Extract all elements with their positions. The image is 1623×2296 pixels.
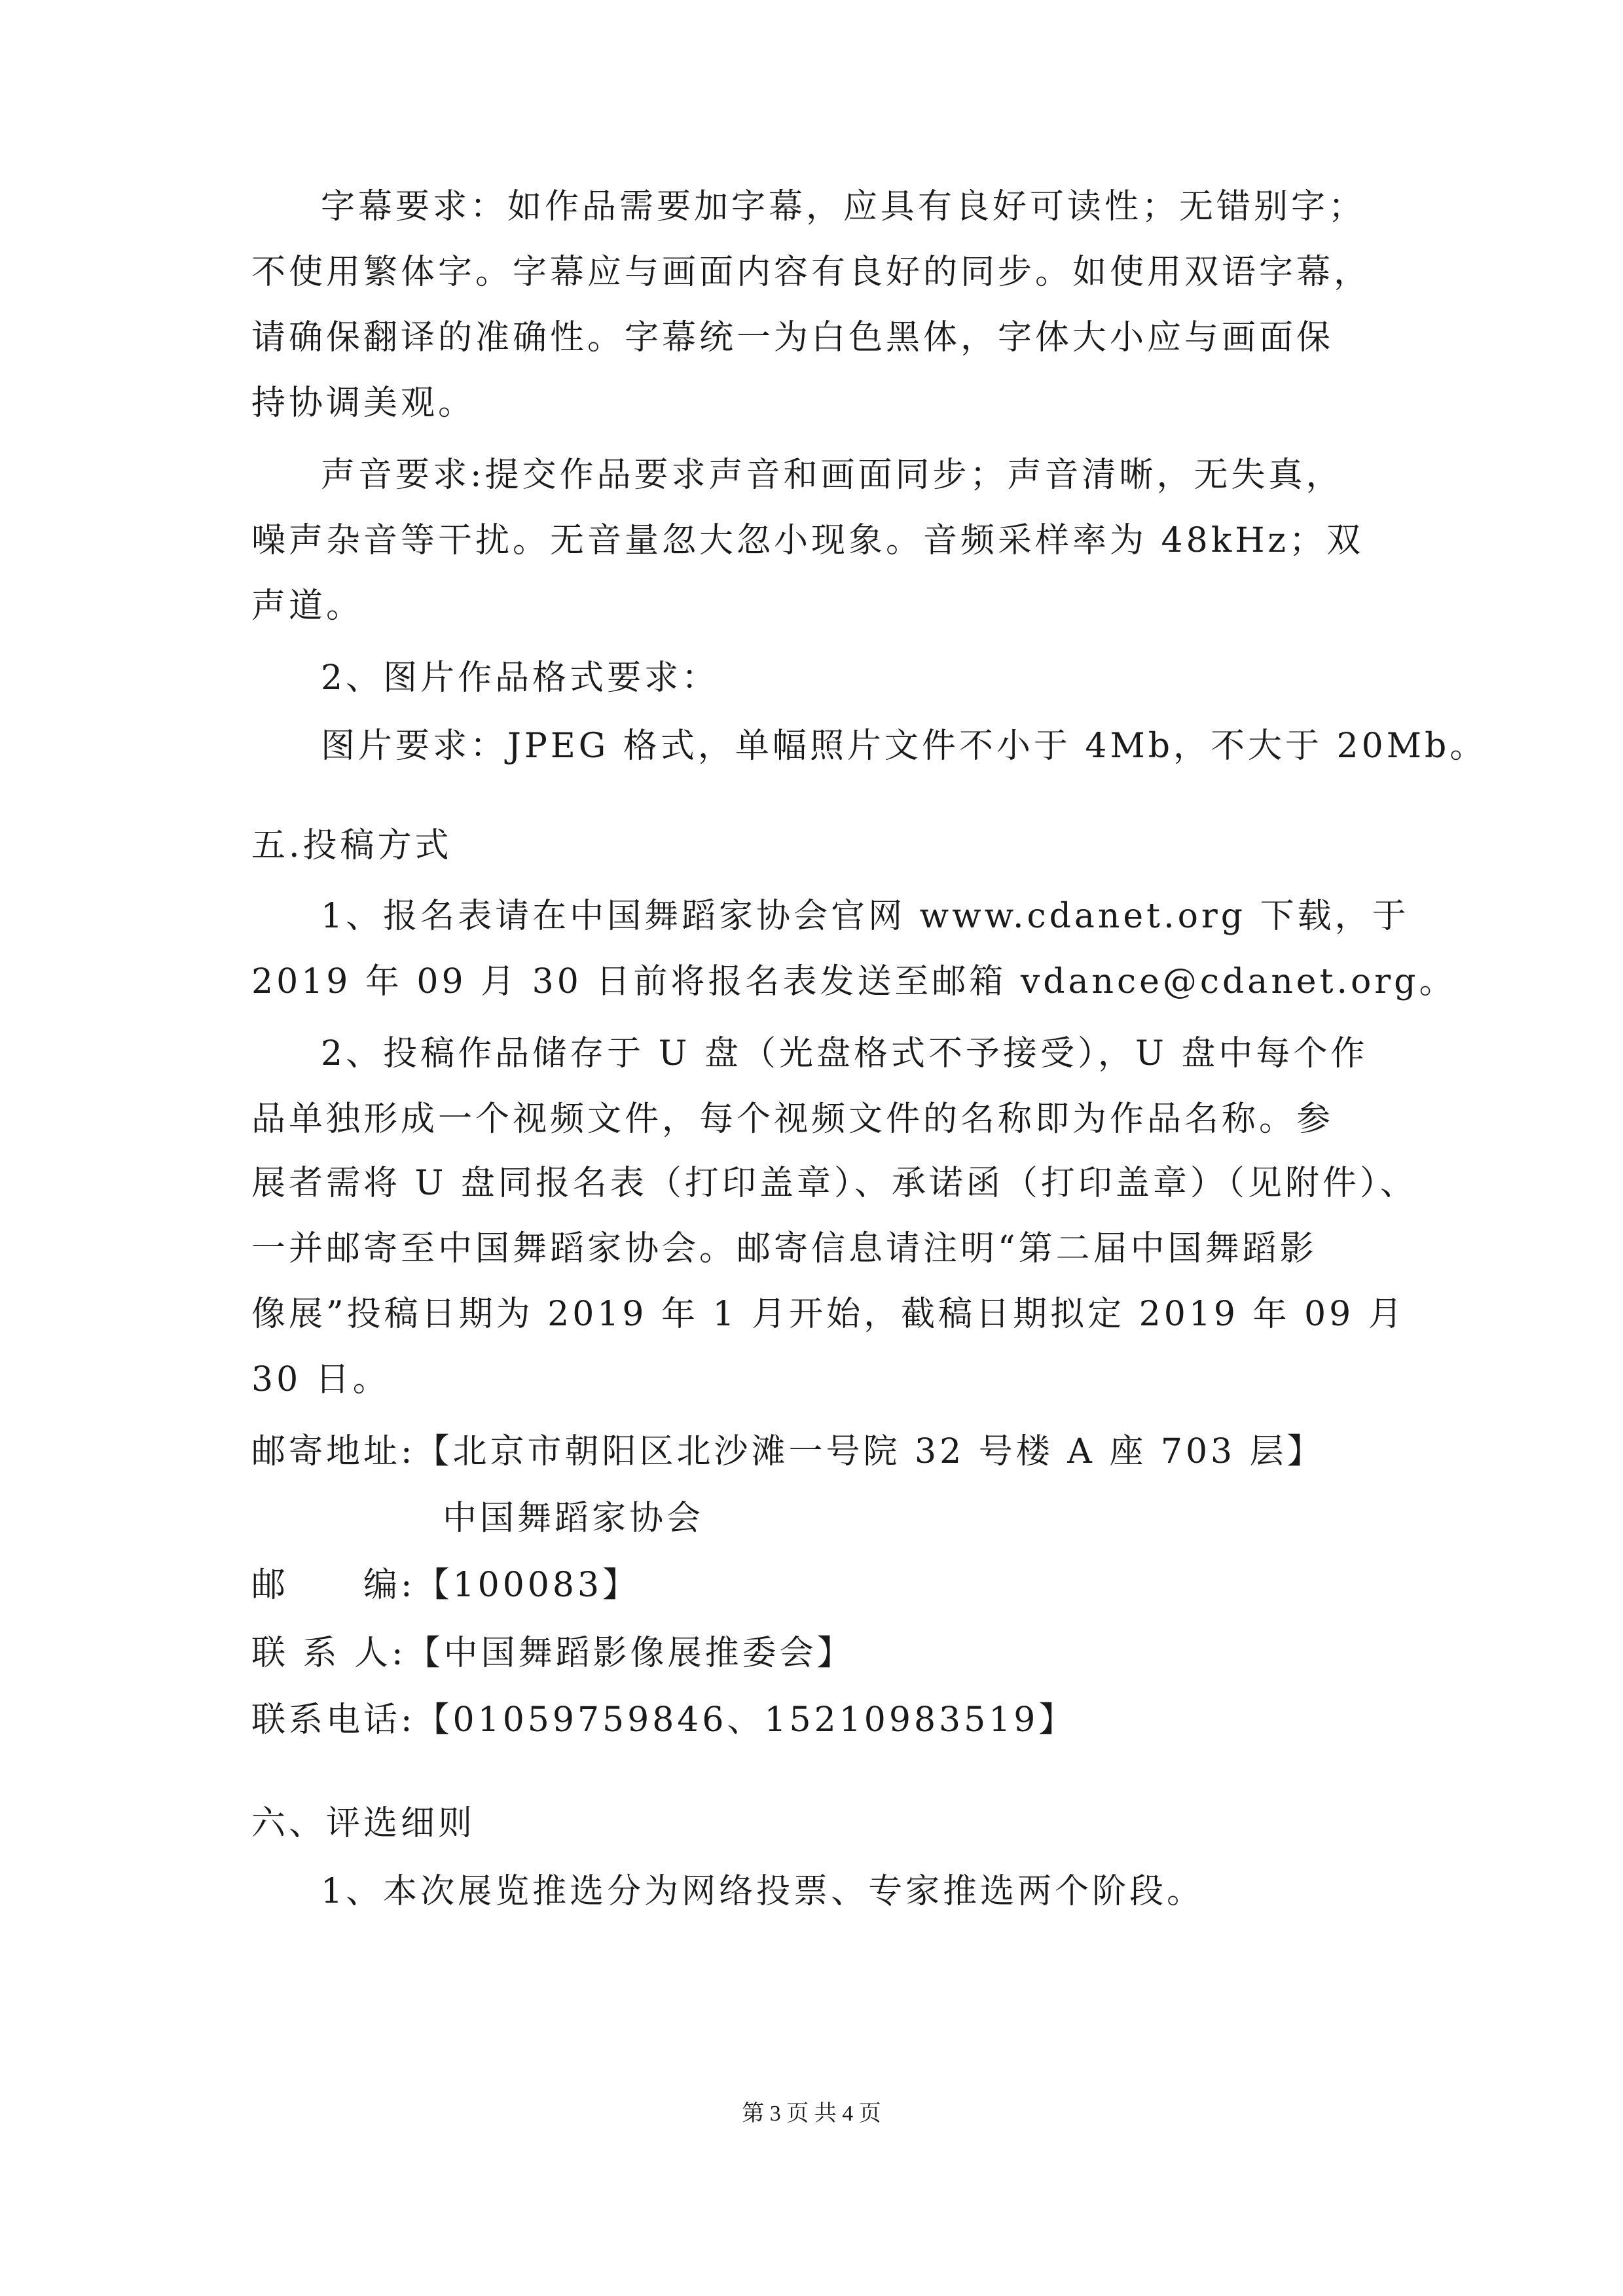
section5-item1-line-2: 2019 年 09 月 30 日前将报名表发送至邮箱 vdance@cdanet.org。 xyxy=(251,962,1457,1001)
image-format-title: 2、图片作品格式要求： xyxy=(321,658,720,698)
section5-item2-line-4: 一并邮寄至中国舞蹈家协会。邮寄信息请注明“第二届中国舞蹈影 xyxy=(251,1229,1317,1268)
contact-person: 联 系 人:【中国舞蹈影像展推委会】 xyxy=(251,1634,854,1673)
contact-phone: 联系电话:【01059759846、15210983519】 xyxy=(251,1700,1076,1740)
section5-item2-line-2: 品单独形成一个视频文件，每个视频文件的名称即为作品名称。参 xyxy=(251,1100,1334,1139)
section6-heading: 六、评选细则 xyxy=(251,1804,476,1843)
subtitle-req-line-2: 不使用繁体字。字幕应与画面内容有良好的同步。如使用双语字幕， xyxy=(251,253,1372,292)
section6-item1: 1、本次展览推选分为网络投票、专家推选两个阶段。 xyxy=(321,1872,1205,1911)
sound-req-line-2: 噪声杂音等干扰。无音量忽大忽小现象。音频采样率为 48kHz；双 xyxy=(251,521,1364,560)
mailing-address-org: 中国舞蹈家协会 xyxy=(443,1499,704,1538)
sound-req-line-1: 声音要求:提交作品要求声音和画面同步；声音清晰，无失真， xyxy=(321,456,1343,495)
image-req: 图片要求：JPEG 格式，单幅照片文件不小于 4Mb，不大于 20Mb。 xyxy=(321,726,1487,766)
section5-item2-line-6: 30 日。 xyxy=(251,1360,390,1399)
section5-item1-line-1: 1、报名表请在中国舞蹈家协会官网 www.cdanet.org 下载，于 xyxy=(321,897,1410,936)
page-number: 第 3 页 共 4 页 xyxy=(742,2102,881,2126)
postcode: 邮 编:【100083】 xyxy=(251,1566,640,1605)
subtitle-req-line-3: 请确保翻译的准确性。字幕统一为白色黑体，字体大小应与画面保 xyxy=(251,318,1334,357)
sound-req-line-3: 声道。 xyxy=(251,586,364,626)
subtitle-req-line-4: 持协调美观。 xyxy=(251,384,476,423)
section5-item2-line-3: 展者需将 U 盘同报名表（打印盖章）、承诺函（打印盖章）（见附件）、 xyxy=(251,1164,1417,1203)
section5-item2-line-1: 2、投稿作品储存于 U 盘（光盘格式不予接受），U 盘中每个作 xyxy=(321,1034,1368,1073)
section5-item2-line-5: 像展”投稿日期为 2019 年 1 月开始，截稿日期拟定 2019 年 09 月 xyxy=(251,1295,1406,1334)
section5-heading: 五.投稿方式 xyxy=(251,826,452,865)
subtitle-req-line-1: 字幕要求：如作品需要加字幕，应具有良好可读性；无错别字； xyxy=(321,187,1366,226)
mailing-address: 邮寄地址:【北京市朝阳区北沙滩一号院 32 号楼 A 座 703 层】 xyxy=(251,1432,1324,1471)
